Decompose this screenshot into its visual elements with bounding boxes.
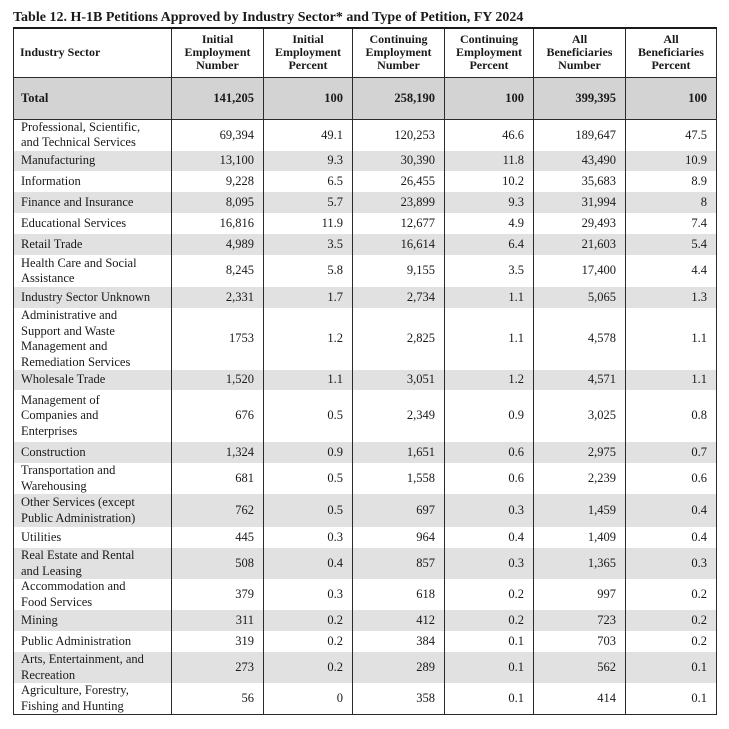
cell-continuing-percent: 1.1	[445, 287, 534, 308]
cell-initial-number: 8,095	[172, 192, 264, 213]
cell-continuing-percent: 0.9	[445, 390, 534, 442]
table-row	[14, 255, 717, 287]
sector-line: Administrative and	[21, 308, 118, 322]
cell-initial-percent: 0.3	[264, 527, 353, 548]
sector-line: Fishing and Hunting	[21, 698, 124, 713]
header-line: Initial	[292, 32, 324, 47]
cell-initial-number: 319	[172, 631, 264, 652]
cell-initial-number: 8,245	[172, 255, 264, 287]
header-industry-sector: Industry Sector	[14, 28, 172, 77]
sector-line: Finance and Insurance	[21, 194, 134, 209]
header-line: All	[663, 32, 679, 47]
cell-all-percent: 0.4	[626, 494, 717, 527]
cell-all-percent: 0.2	[626, 631, 717, 652]
sector-line: Professional, Scientific,	[21, 119, 141, 134]
sector-line: Management and	[21, 339, 108, 353]
table-row	[14, 171, 717, 192]
cell-all-percent: 0.1	[626, 652, 717, 683]
sector-name	[14, 119, 172, 151]
cell-continuing-number: 358	[353, 683, 445, 715]
table-row	[14, 683, 717, 715]
cell-continuing-number: 1,558	[353, 463, 445, 494]
sector-line: Recreation	[21, 667, 76, 682]
cell-continuing-percent: 0.6	[445, 442, 534, 463]
sector-line: Information	[21, 173, 81, 188]
cell-all-number: 2,239	[534, 463, 626, 494]
cell-continuing-percent: 46.6	[445, 119, 534, 151]
cell-initial-percent: 9.3	[264, 151, 353, 171]
cell-all-number: 35,683	[534, 171, 626, 192]
cell-initial-number: 2,331	[172, 287, 264, 308]
cell-initial-number: 762	[172, 494, 264, 527]
sector-name	[14, 683, 172, 715]
sector-line: and Leasing	[21, 563, 82, 578]
header-line: Continuing	[369, 32, 428, 47]
sector-line: Industry Sector Unknown	[21, 289, 151, 304]
header-line: Number	[196, 58, 239, 73]
cell-continuing-percent: 1.2	[445, 370, 534, 390]
cell-initial-percent: 49.1	[264, 119, 353, 151]
cell-all-percent: 5.4	[626, 234, 717, 255]
sector-line: Health Care and Social	[21, 255, 137, 270]
total-all-percent: 100	[626, 77, 717, 119]
cell-initial-number: 311	[172, 610, 264, 631]
cell-all-percent: 1.3	[626, 287, 717, 308]
cell-continuing-number: 384	[353, 631, 445, 652]
total-initial-number: 141,205	[172, 77, 264, 119]
cell-continuing-number: 289	[353, 652, 445, 683]
cell-all-percent: 4.4	[626, 255, 717, 287]
cell-continuing-number: 697	[353, 494, 445, 527]
sector-line: Management of	[21, 392, 100, 407]
cell-initial-percent: 0	[264, 683, 353, 715]
cell-all-percent: 0.1	[626, 683, 717, 715]
sector-line: Public Administration)	[21, 510, 136, 525]
sector-name	[14, 151, 172, 171]
cell-initial-number: 1,520	[172, 370, 264, 390]
cell-initial-percent: 3.5	[264, 234, 353, 255]
table-row	[14, 579, 717, 610]
table-row	[14, 308, 717, 370]
cell-all-percent: 1.1	[626, 370, 717, 390]
sector-name	[14, 442, 172, 463]
table-row	[14, 527, 717, 548]
cell-continuing-percent: 11.8	[445, 151, 534, 171]
cell-initial-percent: 0.9	[264, 442, 353, 463]
cell-continuing-number: 618	[353, 579, 445, 610]
cell-continuing-percent: 6.4	[445, 234, 534, 255]
cell-continuing-percent: 0.2	[445, 579, 534, 610]
cell-all-percent: 0.2	[626, 579, 717, 610]
cell-continuing-number: 857	[353, 548, 445, 579]
cell-continuing-number: 30,390	[353, 151, 445, 171]
table-row	[14, 442, 717, 463]
total-label: Total	[14, 77, 172, 119]
cell-continuing-percent: 10.2	[445, 171, 534, 192]
cell-all-percent: 0.6	[626, 463, 717, 494]
cell-initial-number: 1,324	[172, 442, 264, 463]
cell-continuing-number: 12,677	[353, 213, 445, 234]
table-row	[14, 652, 717, 683]
table-row	[14, 494, 717, 527]
cell-continuing-number: 16,614	[353, 234, 445, 255]
table-row	[14, 287, 717, 308]
cell-all-number: 21,603	[534, 234, 626, 255]
cell-all-number: 997	[534, 579, 626, 610]
sector-name	[14, 308, 172, 370]
cell-all-percent: 0.3	[626, 548, 717, 579]
header-all-percent	[626, 28, 717, 77]
cell-continuing-percent: 0.1	[445, 631, 534, 652]
cell-initial-number: 4,989	[172, 234, 264, 255]
header-continuing-number	[353, 28, 445, 77]
cell-initial-number: 9,228	[172, 171, 264, 192]
header-line: Percent	[469, 58, 509, 73]
table-row	[14, 151, 717, 171]
table-row	[14, 192, 717, 213]
cell-all-number: 1,409	[534, 527, 626, 548]
cell-continuing-percent: 0.3	[445, 494, 534, 527]
sector-line: and Technical Services	[21, 135, 136, 150]
header-line: Initial	[201, 32, 234, 47]
cell-all-number: 29,493	[534, 213, 626, 234]
table-row	[14, 213, 717, 234]
cell-continuing-number: 1,651	[353, 442, 445, 463]
cell-continuing-number: 3,051	[353, 370, 445, 390]
sector-name	[14, 287, 172, 308]
cell-initial-percent: 0.5	[264, 463, 353, 494]
cell-continuing-number: 9,155	[353, 255, 445, 287]
sector-line: Mining	[21, 612, 58, 627]
cell-all-number: 3,025	[534, 390, 626, 442]
cell-initial-number: 1753	[172, 308, 264, 370]
sector-name	[14, 370, 172, 390]
cell-initial-percent: 0.3	[264, 579, 353, 610]
cell-initial-percent: 0.2	[264, 652, 353, 683]
cell-continuing-percent: 0.3	[445, 548, 534, 579]
table-row	[14, 370, 717, 390]
header-line: Employment	[365, 45, 432, 60]
cell-all-number: 5,065	[534, 287, 626, 308]
header-line: Beneficiaries	[546, 45, 613, 60]
cell-all-percent: 7.4	[626, 213, 717, 234]
header-continuing-percent	[445, 28, 534, 77]
sector-name	[14, 548, 172, 579]
cell-initial-percent: 0.5	[264, 494, 353, 527]
total-continuing-number: 258,190	[353, 77, 445, 119]
cell-continuing-percent: 0.1	[445, 683, 534, 715]
sector-line: Warehousing	[21, 478, 87, 493]
sector-name	[14, 631, 172, 652]
sector-line: Accommodation and	[21, 579, 126, 593]
cell-continuing-number: 2,734	[353, 287, 445, 308]
cell-initial-percent: 5.7	[264, 192, 353, 213]
cell-all-number: 723	[534, 610, 626, 631]
cell-initial-percent: 0.5	[264, 390, 353, 442]
total-initial-percent: 100	[264, 77, 353, 119]
cell-initial-percent: 1.7	[264, 287, 353, 308]
sector-name	[14, 213, 172, 234]
cell-initial-percent: 0.2	[264, 631, 353, 652]
sector-name	[14, 494, 172, 527]
sector-name	[14, 610, 172, 631]
cell-all-percent: 0.2	[626, 610, 717, 631]
sector-line: Assistance	[21, 271, 75, 285]
cell-continuing-number: 2,349	[353, 390, 445, 442]
header-initial-percent	[264, 28, 353, 77]
header-line: Employment	[275, 45, 341, 60]
sector-line: Arts, Entertainment, and	[21, 652, 144, 666]
cell-continuing-percent: 0.6	[445, 463, 534, 494]
sector-line: Educational Services	[21, 215, 127, 230]
cell-initial-percent: 11.9	[264, 213, 353, 234]
cell-initial-percent: 0.2	[264, 610, 353, 631]
sector-line: Enterprises	[21, 423, 78, 438]
total-all-number: 399,395	[534, 77, 626, 119]
sector-line: Manufacturing	[21, 153, 96, 168]
table-row	[14, 234, 717, 255]
cell-all-percent: 1.1	[626, 308, 717, 370]
header-line: All	[571, 32, 588, 47]
sector-name	[14, 463, 172, 494]
cell-continuing-percent: 3.5	[445, 255, 534, 287]
cell-continuing-percent: 4.9	[445, 213, 534, 234]
cell-initial-number: 69,394	[172, 119, 264, 151]
cell-all-percent: 0.8	[626, 390, 717, 442]
sector-name	[14, 255, 172, 287]
cell-continuing-number: 26,455	[353, 171, 445, 192]
header-line: Percent	[288, 58, 328, 73]
cell-continuing-number: 412	[353, 610, 445, 631]
sector-line: Other Services (except	[21, 495, 135, 509]
cell-all-number: 414	[534, 683, 626, 715]
cell-initial-number: 508	[172, 548, 264, 579]
cell-all-number: 1,459	[534, 494, 626, 527]
sector-name	[14, 579, 172, 610]
total-row	[14, 77, 717, 119]
cell-all-percent: 8	[626, 192, 717, 213]
header-row	[14, 28, 717, 77]
header-line: Number	[377, 58, 420, 73]
cell-all-number: 4,578	[534, 308, 626, 370]
cell-initial-number: 445	[172, 527, 264, 548]
sector-name	[14, 192, 172, 213]
cell-all-number: 17,400	[534, 255, 626, 287]
cell-initial-number: 379	[172, 579, 264, 610]
sector-line: Construction	[21, 444, 86, 459]
header-line: Employment	[184, 45, 251, 60]
sector-line: Agriculture, Forestry,	[21, 683, 129, 697]
cell-continuing-percent: 0.4	[445, 527, 534, 548]
cell-initial-percent: 1.2	[264, 308, 353, 370]
sector-line: Wholesale Trade	[21, 372, 106, 387]
sector-line: Companies and	[21, 408, 99, 423]
header-all-number	[534, 28, 626, 77]
header-line: Employment	[456, 45, 522, 60]
cell-initial-percent: 5.8	[264, 255, 353, 287]
cell-initial-number: 16,816	[172, 213, 264, 234]
table-title: Table 12. H-1B Petitions Approved by Industry Sector* and Type of Petition, FY 2024	[13, 10, 524, 25]
cell-continuing-number: 964	[353, 527, 445, 548]
header-line: Number	[558, 58, 601, 73]
sector-name	[14, 390, 172, 442]
cell-continuing-number: 120,253	[353, 119, 445, 151]
cell-all-percent: 0.4	[626, 527, 717, 548]
header-line: Percent	[651, 58, 691, 73]
cell-continuing-percent: 0.2	[445, 610, 534, 631]
cell-initial-number: 681	[172, 463, 264, 494]
cell-continuing-number: 2,825	[353, 308, 445, 370]
h1b-petitions-table	[13, 27, 717, 715]
table-row	[14, 548, 717, 579]
sector-name	[14, 527, 172, 548]
cell-all-number: 2,975	[534, 442, 626, 463]
cell-initial-percent: 1.1	[264, 370, 353, 390]
cell-all-percent: 47.5	[626, 119, 717, 151]
sector-line: Transportation and	[21, 463, 116, 477]
cell-all-number: 703	[534, 631, 626, 652]
header-line: Continuing	[459, 32, 519, 47]
cell-initial-percent: 6.5	[264, 171, 353, 192]
cell-initial-number: 13,100	[172, 151, 264, 171]
table-row	[14, 119, 717, 151]
sector-name	[14, 234, 172, 255]
sector-name	[14, 652, 172, 683]
cell-all-percent: 0.7	[626, 442, 717, 463]
sector-line: Real Estate and Rental	[21, 548, 135, 562]
table-row	[14, 631, 717, 652]
sector-line: Public Administration	[21, 633, 132, 648]
header-initial-number	[172, 28, 264, 77]
cell-continuing-percent: 1.1	[445, 308, 534, 370]
cell-all-percent: 8.9	[626, 171, 717, 192]
cell-all-number: 189,647	[534, 119, 626, 151]
table-row	[14, 610, 717, 631]
total-continuing-percent: 100	[445, 77, 534, 119]
cell-initial-number: 56	[172, 683, 264, 715]
cell-initial-percent: 0.4	[264, 548, 353, 579]
sector-line: Retail Trade	[21, 236, 83, 251]
header-line: Beneficiaries	[638, 45, 704, 60]
cell-all-number: 562	[534, 652, 626, 683]
cell-all-number: 1,365	[534, 548, 626, 579]
cell-continuing-percent: 0.1	[445, 652, 534, 683]
cell-all-number: 43,490	[534, 151, 626, 171]
cell-initial-number: 676	[172, 390, 264, 442]
cell-all-number: 4,571	[534, 370, 626, 390]
cell-continuing-number: 23,899	[353, 192, 445, 213]
sector-line: Remediation Services	[21, 354, 131, 369]
sector-name	[14, 171, 172, 192]
cell-all-number: 31,994	[534, 192, 626, 213]
table-row	[14, 390, 717, 442]
sector-line: Utilities	[21, 529, 62, 544]
cell-all-percent: 10.9	[626, 151, 717, 171]
sector-line: Support and Waste	[21, 323, 115, 338]
cell-continuing-percent: 9.3	[445, 192, 534, 213]
cell-initial-number: 273	[172, 652, 264, 683]
table-row	[14, 463, 717, 494]
sector-line: Food Services	[21, 594, 93, 609]
